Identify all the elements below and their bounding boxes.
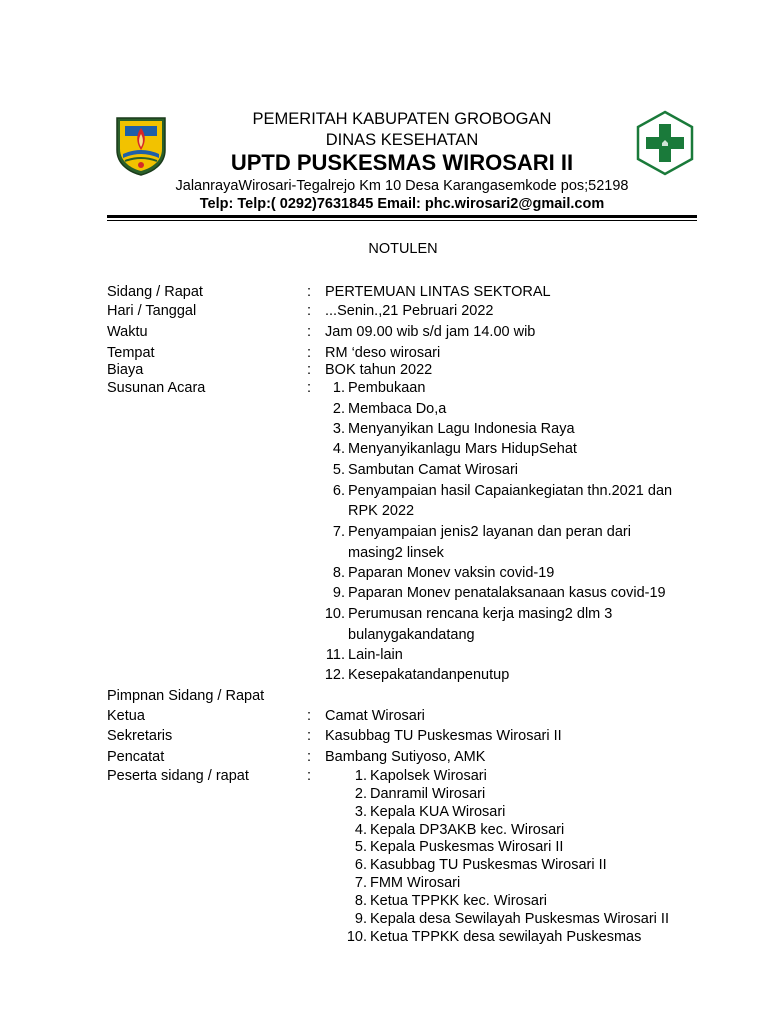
field-label-biaya: Biaya [107,362,144,378]
agenda-item: Kesepakatandanpenutup [348,667,510,683]
participant-number: 3. [354,804,367,820]
department-name: DINAS KESEHATAN [325,131,479,149]
field-value-sekretaris: Kasubbag TU Puskesmas Wirosari II [325,728,562,744]
colon: : [307,380,312,396]
field-label-waktu: Waktu [107,324,148,340]
letterhead-divider-thick [107,215,697,218]
participant-number: 5. [354,839,367,855]
agenda-item: Penyampaian hasil Capaiankegiatan thn.2021 dan [348,483,673,499]
field-label-tempat: Tempat [107,345,155,361]
field-label-sekretaris: Sekretaris [107,728,173,744]
agenda-number: 10. [324,606,345,622]
participant-item: Kepala KUA Wirosari [370,804,506,820]
field-label-hari: Hari / Tanggal [107,303,197,319]
participant-number: 2. [354,786,367,802]
participant-item: FMM Wirosari [370,875,461,891]
field-value-tempat: RM ‘deso wirosari [325,345,441,361]
agenda-item-continuation: masing2 linsek [348,545,444,561]
colon: : [307,768,312,784]
agenda-item: Paparan Monev penatalaksanaan kasus covid-19 [348,585,666,601]
participant-item: Ketua TPPKK desa sewilayah Puskesmas [370,929,642,945]
colon: : [307,284,312,300]
colon: : [307,728,312,744]
field-label-pencatat: Pencatat [107,749,165,765]
agenda-number: 9. [332,585,345,601]
colon: : [307,362,312,378]
document-title: NOTULEN [368,241,438,257]
colon: : [307,749,312,765]
agenda-number: 2. [332,401,345,417]
field-value-sidang: PERTEMUAN LINTAS SEKTORAL [325,284,551,300]
health-cross-logo [634,110,696,176]
agenda-number: 11. [325,647,345,663]
participant-number: 8. [354,893,367,909]
field-value-hari: ...Senin.,21 Pebruari 2022 [325,303,494,319]
participant-number: 7. [354,875,367,891]
field-value-ketua: Camat Wirosari [325,708,425,724]
colon: : [307,303,312,319]
field-value-biaya: BOK tahun 2022 [325,362,433,378]
participant-number: 9. [354,911,367,927]
participant-item: Kapolsek Wirosari [370,768,487,784]
agenda-number: 5. [332,462,345,478]
field-label-susunan: Susunan Acara [107,380,206,396]
agenda-item: Penyampaian jenis2 layanan dan peran dari [348,524,631,540]
participant-item: Kepala DP3AKB kec. Wirosari [370,822,565,838]
agenda-item: Pembukaan [348,380,426,396]
field-label-sidang: Sidang / Rapat [107,284,203,300]
participant-number: 4. [354,822,367,838]
agenda-number: 4. [332,441,345,457]
agenda-number: 12. [324,667,345,683]
agenda-item-continuation: RPK 2022 [348,503,415,519]
agenda-number: 1. [332,380,345,396]
government-name: PEMERITAH KABUPATEN GROBOGAN [252,110,552,128]
participant-item: Kepala Puskesmas Wirosari II [370,839,564,855]
field-label-ketua: Ketua [107,708,145,724]
participant-item: Ketua TPPKK kec. Wirosari [370,893,548,909]
participant-number: 10. [346,929,367,945]
institution-contact: Telp: Telp:( 0292)7631845 Email: phc.wirosari2@gmail.com [199,196,605,212]
institution-address: JalanrayaWirosari-Tegalrejo Km 10 Desa Karangasemkode pos;52198 [175,178,629,194]
field-value-pencatat: Bambang Sutiyoso, AMK [325,749,486,765]
colon: : [307,345,312,361]
letterhead-divider-thin [107,220,697,221]
agenda-item: Paparan Monev vaksin covid-19 [348,565,555,581]
agenda-item: Membaca Do,a [348,401,447,417]
institution-name: UPTD PUSKESMAS WIROSARI II [230,150,574,175]
participant-number: 6. [354,857,367,873]
participant-item: Danramil Wirosari [370,786,486,802]
participant-item: Kasubbag TU Puskesmas Wirosari II [370,857,607,873]
agenda-item: Menyanyikanlagu Mars HidupSehat [348,441,577,457]
agenda-number: 8. [332,565,345,581]
agenda-item: Menyanyikan Lagu Indonesia Raya [348,421,575,437]
agenda-number: 6. [332,483,345,499]
agenda-item: Sambutan Camat Wirosari [348,462,519,478]
pimpinan-heading: Pimpnan Sidang / Rapat [107,688,265,704]
participant-number: 1. [354,768,367,784]
field-label-peserta: Peserta sidang / rapat [107,768,249,784]
participant-item: Kepala desa Sewilayah Puskesmas Wirosari II [370,911,669,927]
field-value-waktu: Jam 09.00 wib s/d jam 14.00 wib [325,324,536,340]
agenda-number: 7. [332,524,345,540]
agenda-number: 3. [332,421,345,437]
colon: : [307,708,312,724]
agenda-item-continuation: bulanygakandatang [348,627,475,643]
colon: : [307,324,312,340]
agenda-item: Lain-lain [348,647,403,663]
agenda-item: Perumusan rencana kerja masing2 dlm 3 [348,606,613,622]
